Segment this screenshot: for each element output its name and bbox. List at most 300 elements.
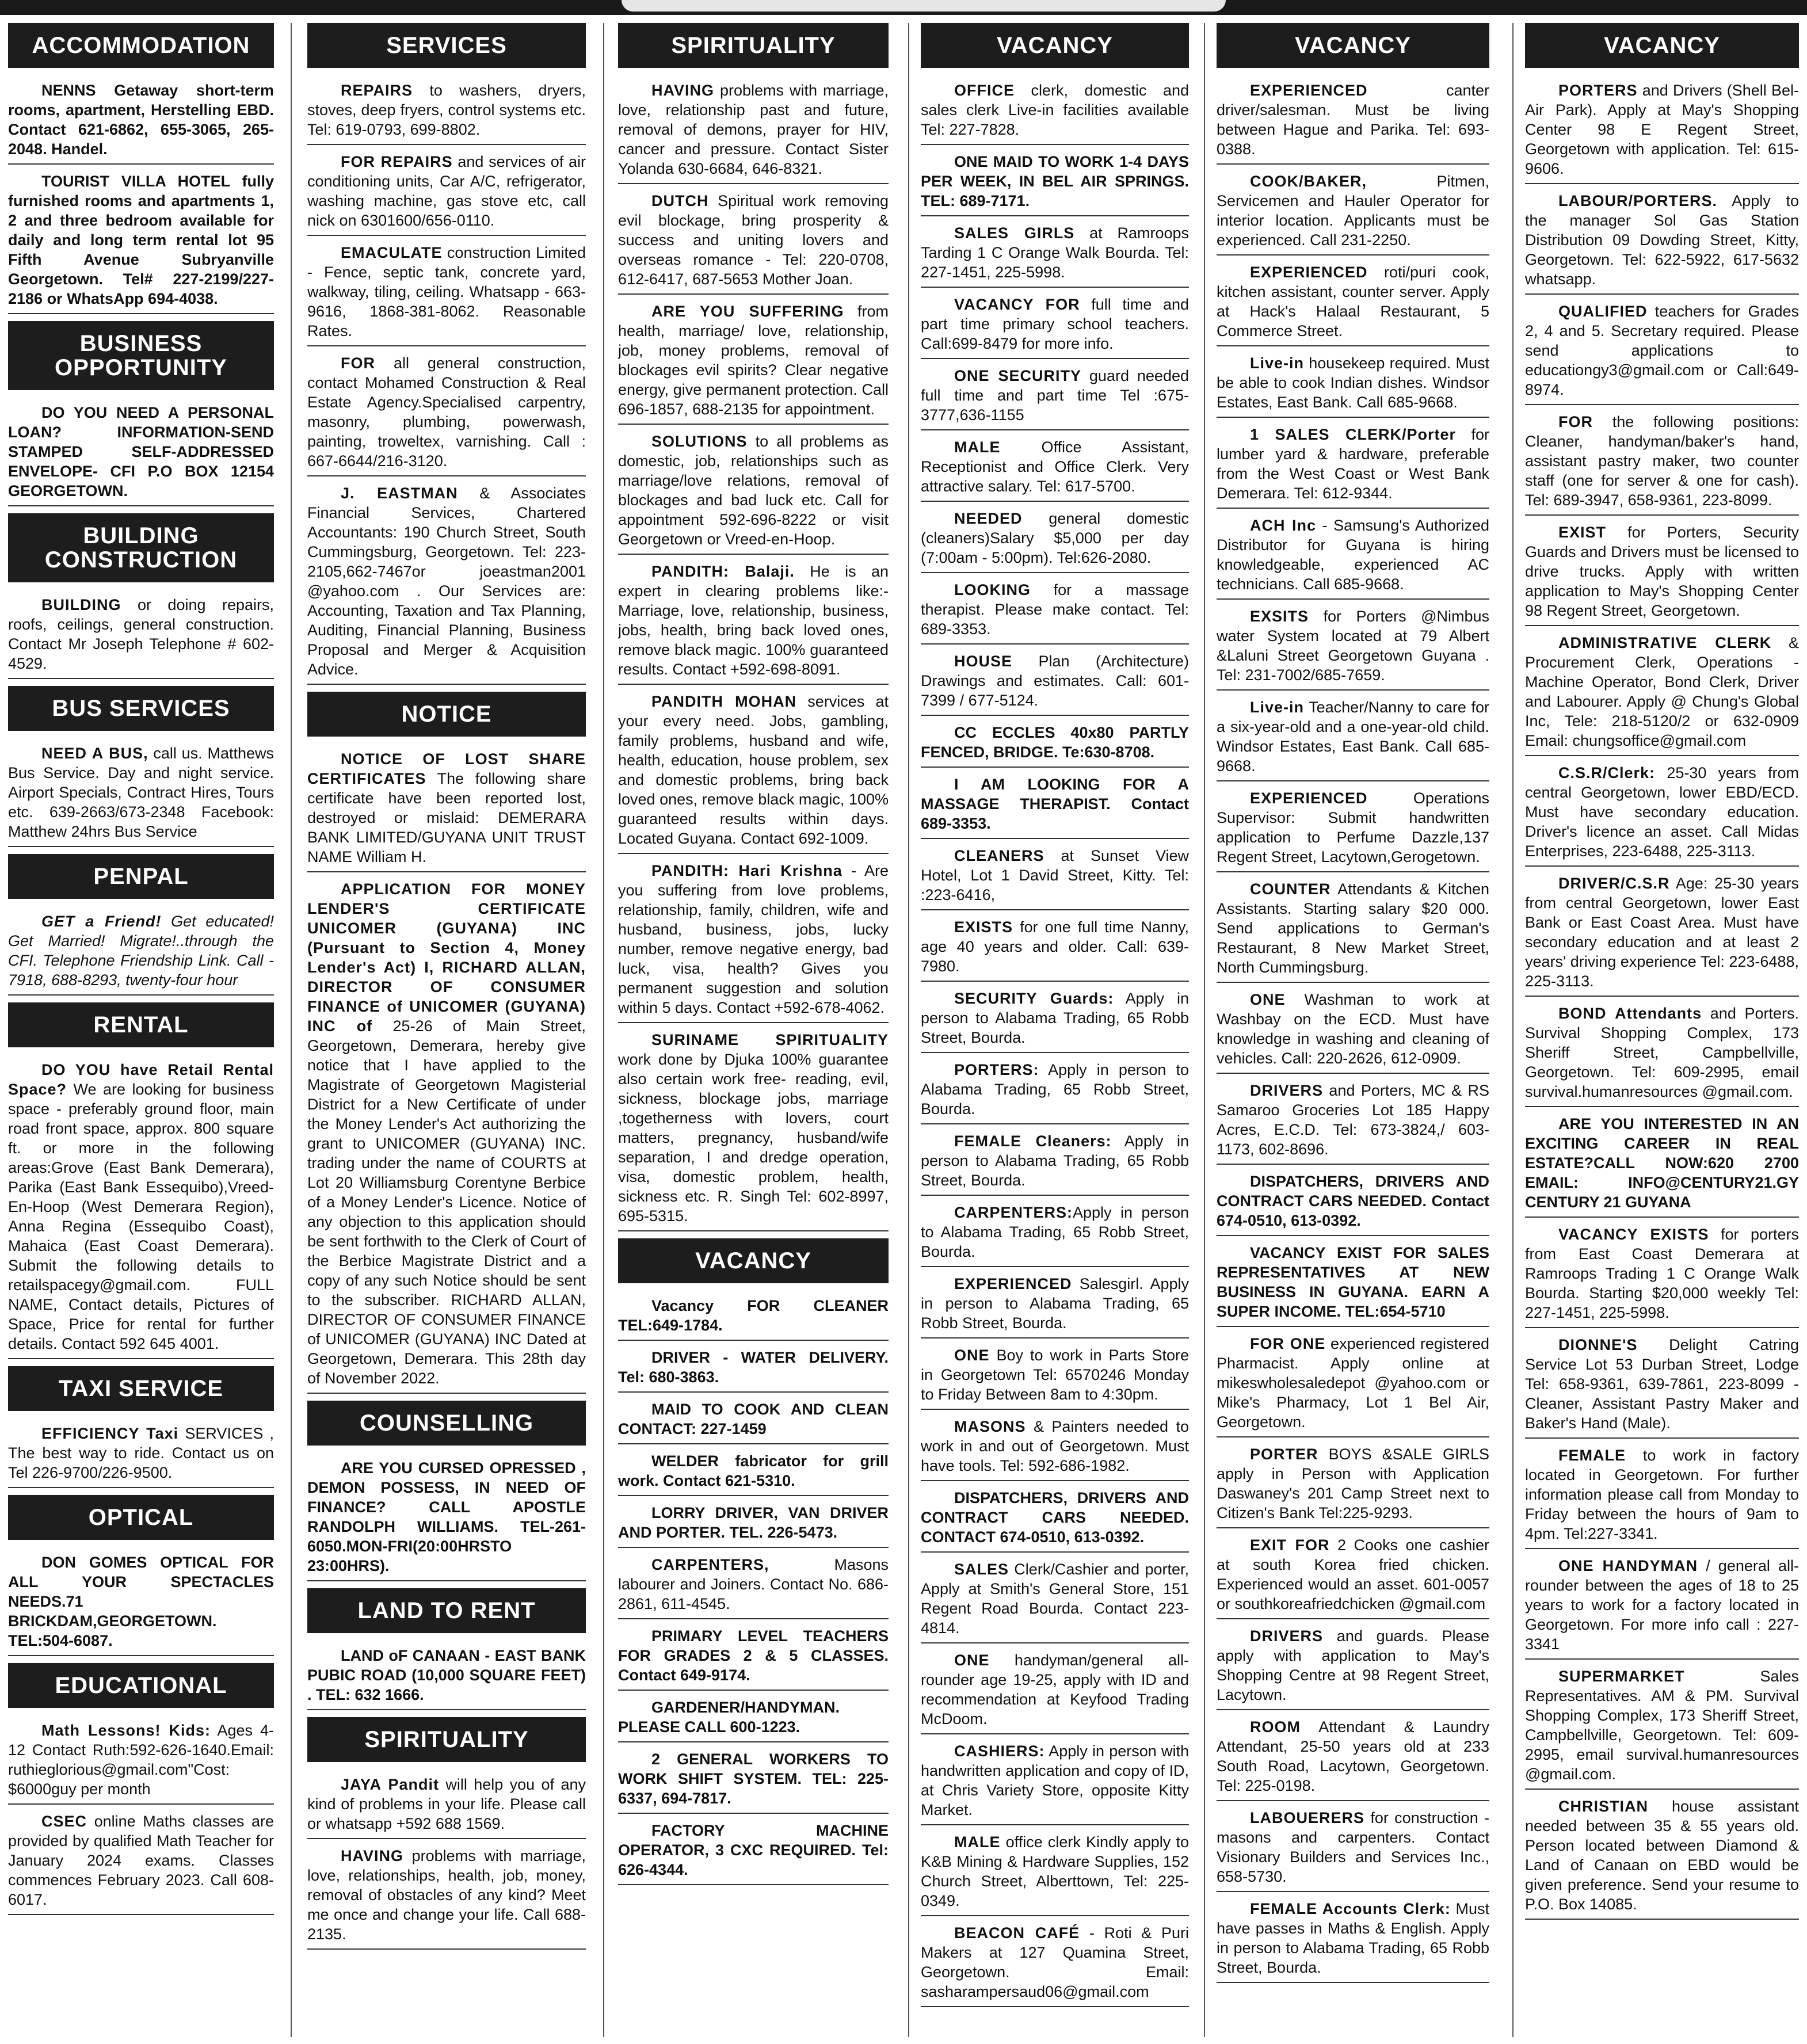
ad-body-text: and services of air conditioning units, Car A/C, refrigerator, washing machine, gas stove etc, call nick on 6301600/656-0110.	[307, 153, 586, 229]
ad-body-text: Apply in person to Alabama Trading, 65 Robb Street, Bourda.	[921, 1204, 1189, 1260]
ad-body-text: LORRY DRIVER, VAN DRIVER AND PORTER. TEL. 226-5473.	[618, 1504, 889, 1541]
classified-ad	[618, 861, 889, 1023]
section-header: SPIRITUALITY	[307, 1717, 586, 1762]
section-header: VACANCY	[921, 23, 1189, 68]
ad-lead-text: SALES	[954, 1561, 1009, 1578]
ad-body-text: canter driver/salesman. Must be living between Hague and Parika. Tel: 693-0388.	[1217, 82, 1489, 158]
classified-ad	[8, 1721, 274, 1805]
ad-body-text: all general construction, contact Mohamed Construction & Real Estate Agency.Specialised carpentry, masonry, plumbing, powerwash, painting, troweltex, varnishing. Call : 667-6644/216-3120.	[307, 354, 586, 470]
classified-ad	[921, 366, 1189, 430]
classified-ad	[921, 1488, 1189, 1553]
classified-ad	[921, 846, 1189, 910]
classified-ad	[307, 1846, 586, 1950]
ad-body-text: DISPATCHERS, DRIVERS AND CONTRACT CARS NEEDED. Contact 674-0510, 613-0392.	[1217, 1173, 1489, 1229]
ad-lead-text: GET a Friend!	[41, 913, 162, 930]
classified-ad	[1525, 1797, 1799, 1920]
ad-body-text: Spiritual work removing evil blockage, bring prosperity & success and uniting lovers and overseas romance - Tel: 220-0708, 612-6417, 687-5653 Mother Joan.	[618, 192, 889, 288]
section-header: RENTAL	[8, 1002, 274, 1047]
ad-lead-text: LABOUR/PORTERS.	[1558, 192, 1718, 209]
classified-ad	[618, 1451, 889, 1496]
classified-ad	[921, 1650, 1189, 1734]
ad-lead-text: PANDITH: Hari Krishna	[651, 862, 842, 879]
classified-ad	[1217, 1899, 1489, 1983]
classified-ad	[618, 692, 889, 854]
classified-ad	[921, 1832, 1189, 1916]
ad-lead-text: ONE	[1250, 991, 1286, 1008]
classified-ad	[1525, 874, 1799, 997]
ad-body-text: and guards. Please apply with application to May's Shopping Centre at 98 Regent Street, Lacytown.	[1217, 1627, 1489, 1703]
classified-ad	[1217, 81, 1489, 165]
classified-ad	[921, 651, 1189, 716]
ad-body-text: The following share certificate have been reported lost, destroyed or mislaid: DEMERARA BANK LIMITED/GUYANA UNIT TRUST NAME William H.	[307, 770, 586, 865]
ad-body-text: problems with marriage, love, relationships, health, job, money, removal of obstacles of any kind? Meet me once and change your life. Call 688-2135.	[307, 1847, 586, 1943]
column-rule	[291, 23, 292, 2037]
ad-body-text: We are looking for business space - preferably ground floor, main road front space, approx. 800 square ft. or more in the following areas:Grove (East Bank Demerara), Parika (East Bank Essequibo),Vreed-En-Hoop (West Demerara Region), Anna Regina (Essequibo Coast), Mahaica (East Coast Demerara). Submit the following details to retailspacegy@gmail.com. FULL NAME, Contact details, Pictures of Space, Price for rental for further details. Contact 592 645 4001.	[8, 1081, 274, 1352]
banner-tab	[622, 0, 1226, 12]
classified-ad	[1525, 1114, 1799, 1218]
ad-body-text: Clerk/Cashier and porter, Apply at Smith's General Store, 151 Regent Road Bourda. Contact 223-4814.	[921, 1561, 1189, 1637]
ad-body-text: VACANCY EXIST FOR SALES REPRESENTATIVES AT NEW BUSINESS IN GUYANA. EARN A SUPER INCOME. TEL:654-5710	[1217, 1244, 1489, 1320]
section-header: COUNSELLING	[307, 1401, 586, 1446]
ad-body-text: for Porters @Nimbus water System located at 79 Albert &Laluni Street Georgetown Guyana . Tel: 231-7002/685-7659.	[1217, 608, 1489, 684]
classified-ad	[1525, 1225, 1799, 1328]
ad-body-text: from health, marriage/ love, relationship, job, money problems, removal of blockages evil spirits? Clear negative energy, give permanent protection. Call 696-1857, 688-2135 for appointment.	[618, 303, 889, 418]
ad-lead-text: LABOUERERS	[1250, 1809, 1365, 1826]
classified-ad	[307, 1646, 586, 1710]
ad-body-text: full time and part time primary school teachers. Call:699-8479 for more info.	[921, 296, 1189, 352]
ad-lead-text: EFFICIENCY Taxi	[41, 1425, 179, 1442]
ad-lead-text: 1 SALES CLERK/Porter	[1250, 426, 1457, 443]
ad-lead-text: FEMALE	[1558, 1447, 1626, 1464]
ad-lead-text: ADMINISTRATIVE CLERK	[1558, 634, 1772, 651]
ad-body-text: - Roti & Puri Makers at 127 Quamina Street, Georgetown. Email: sasharampersaud06@gmail.com	[921, 1924, 1189, 2000]
classified-ad	[618, 1698, 889, 1742]
ad-lead-text: FEMALE Accounts Clerk:	[1250, 1900, 1451, 1917]
section-header: ACCOMMODATION	[8, 23, 274, 68]
classified-ad	[921, 81, 1189, 145]
ad-body-text: 25-26 of Main Street, Georgetown, Demerara, hereby give notice that I have applied to the Magistrate of Georgetown Magisterial District for a New Certificate of under the Money Lender's Act authorizing the grant to UNICOMER (GUYANA) INC. trading under the name of COURTS at Lot 20 Williamsburg Corentyne Berbice of a Money Lender's Licence. Notice of any objection to this application should be sent forthwith to the Clerk of Court of the Berbice Magistrate District and a copy of any such Notice should be sent to the subscriber. RICHARD ALLAN, DIRECTOR OF CONSUMER FINANCE of UNICOMER (GUYANA) INC Dated at Georgetown, Demerara. This 28th day of November 2022.	[307, 1017, 586, 1387]
ad-body-text: Apply to the manager Sol Gas Station Distribution 09 Dowding Street, Kitty, Georgetown. Tel: 622-5922, 617-5632 whatsapp.	[1525, 192, 1799, 288]
ad-body-text: and Drivers (Shell Bel-Air Park). Apply at May's Shopping Center 98 E Regent Street, Georgetown with application. Tel: 615-9606.	[1525, 82, 1799, 177]
classified-ad	[618, 1503, 889, 1548]
ad-lead-text: MASONS	[954, 1418, 1026, 1435]
ad-body-text: GARDENER/HANDYMAN. PLEASE CALL 600-1223.	[618, 1699, 840, 1736]
ad-lead-text: SUPERMARKET	[1558, 1668, 1685, 1685]
ad-body-text: & Associates Financial Services, Chartered Accountants: 190 Church Street, South Cummingsburg, Georgetown. Tel: 223-2105,662-7467or joeastman2001 @yahoo.com . Our Services are: Accounting, Taxation and Tax Planning, Auditing, Financial Planning, Business Proposal and Merger & Acquisition Advice.	[307, 485, 586, 678]
ad-body-text: MAID TO COOK AND CLEAN CONTACT: 227-1459	[618, 1401, 889, 1437]
classified-ad	[1217, 879, 1489, 983]
classified-ad	[921, 1923, 1189, 2007]
ad-body-text: Ages 4-12 Contact Ruth:592-626-1640.Email: ruthieglorious@gmail.com"Cost: $6000guy per month	[8, 1722, 274, 1798]
classified-ad	[1217, 1535, 1489, 1619]
ad-lead-text: CASHIERS:	[954, 1742, 1045, 1760]
section-header: PENPAL	[8, 854, 274, 899]
classified-ad	[921, 1559, 1189, 1643]
classified-ad	[921, 1060, 1189, 1124]
ad-body-text: at Sunset View Hotel, Lot 1 David Street, Kitty. Tel: :223-6416,	[921, 847, 1189, 903]
ad-lead-text: ARE YOU SUFFERING	[651, 303, 844, 320]
section-header: LAND TO RENT	[307, 1588, 586, 1633]
classified-ad	[921, 917, 1189, 982]
ad-body-text: office clerk Kindly apply to K&B Mining & Hardware Supplies, 152 Church Street, Alberttown, Tel: 225-0349.	[921, 1833, 1189, 1909]
classified-ad	[1217, 171, 1489, 255]
ad-lead-text: CARPENTERS:	[954, 1204, 1073, 1221]
ad-body-text: - Samsung's Authorized Distributor for Guyana is hiring knowledgeable, experienced AC technicians. Call 685-9668.	[1217, 517, 1489, 593]
ad-body-text: DON GOMES OPTICAL FOR ALL YOUR SPECTACLES NEEDS.71 BRICKDAM,GEORGETOWN. TEL:504-6087.	[8, 1554, 274, 1649]
ad-body-text: 2 Cooks one cashier at south Korea fried chicken. Experienced would an asset. 601-0057 or southkoreafriedchicken @gmail.com	[1217, 1536, 1489, 1612]
classified-ad	[1525, 1446, 1799, 1549]
ad-lead-text: BUILDING	[41, 596, 121, 613]
ad-body-text: and Porters. Survival Shopping Complex, 173 Sheriff Street, Campbellville, Georgetown. Tel: 609-2995, email survival.humanresources @gmail.com.	[1525, 1005, 1799, 1100]
classified-ad	[8, 912, 274, 996]
classified-ad	[1525, 412, 1799, 516]
classified-ad	[1217, 607, 1489, 691]
ad-body-text: to all problems as domestic, job, relationships such as marriage/love relations, removal of blockages and bad luck etc. Call for appointment 592-696-8222 or visit Georgetown or Vreed-en-Hoop.	[618, 433, 889, 548]
ad-body-text: the following positions: Cleaner, handyman/baker's hand, assistant pastry maker, two counter staff (one for server & one for cash). Tel: 689-3947, 658-9361, 223-8099.	[1525, 413, 1799, 509]
ad-body-text: DISPATCHERS, DRIVERS AND CONTRACT CARS NEEDED. CONTACT 674-0510, 613-0392.	[921, 1489, 1189, 1546]
classified-ad	[1525, 1667, 1799, 1790]
classified-ad	[618, 1821, 889, 1885]
ad-lead-text: DRIVERS	[1250, 1627, 1324, 1645]
classified-ad	[307, 243, 586, 346]
ad-lead-text: EXPERIENCED	[1250, 264, 1368, 281]
ad-lead-text: FOR	[341, 354, 375, 372]
column-5	[1217, 23, 1489, 2037]
ad-lead-text: ONE HANDYMAN	[1558, 1557, 1698, 1574]
ad-body-text: ARE YOU INTERESTED IN AN EXCITING CAREER IN REAL ESTATE?CALL NOW:620 2700 EMAIL: INFO@CENTURY21.GY CENTURY 21 GUYANA	[1525, 1115, 1799, 1211]
classified-ad	[1525, 81, 1799, 184]
ad-body-text: Apply in person to Alabama Trading, 65 Robb Street, Bourda.	[921, 990, 1189, 1046]
column-rule	[1512, 23, 1514, 2037]
ad-body-text: for lumber yard & hardware, preferable from the West Coast or West Bank Demerara. Tel: 612-9344.	[1217, 426, 1489, 502]
classified-ad	[8, 743, 274, 847]
ad-lead-text: EXIT FOR	[1250, 1536, 1330, 1554]
ad-lead-text: C.S.R/Clerk:	[1558, 764, 1656, 781]
classified-ad	[1217, 353, 1489, 418]
classified-ad	[1217, 1717, 1489, 1801]
classified-ad	[618, 302, 889, 425]
ad-lead-text: FOR REPAIRS	[341, 153, 453, 170]
classified-ad	[8, 1812, 274, 1915]
classified-ad	[1525, 763, 1799, 867]
ad-body-text: for porters from East Coast Demerara at Ramroops Trading 1 C Orange Walk Bourda. Starting $20,000 weekly Tel: 227-1451, 225-5998.	[1525, 1226, 1799, 1321]
ad-lead-text: CHRISTIAN	[1558, 1798, 1648, 1815]
ad-body-text: problems with marriage, love, relationship past and future, removal of demons, prayer for HIV, cancer and pressure. Contact Sister Yolanda 630-6684, 646-8321.	[618, 82, 889, 177]
classified-ad	[1217, 516, 1489, 600]
ad-body-text: SERVICES , The best way to ride. Contact us on Tel 226-9700/226-9500.	[8, 1425, 274, 1481]
classified-ad	[1217, 1444, 1489, 1528]
ad-body-text: / general all-rounder between the ages of 18 to 25 years to work for a factory located in Georgetown. For more info call : 227- 3341	[1525, 1557, 1799, 1653]
ad-lead-text: HAVING	[651, 82, 715, 99]
ad-lead-text: CARPENTERS,	[651, 1556, 769, 1573]
ad-body-text: Masons labourer and Joiners. Contact No. 686-2861, 611-4545.	[618, 1556, 889, 1612]
ad-body-text: BOYS &SALE GIRLS apply in Person with Application Daswaney's 201 Camp Street next to Citizen's Bank Tel:225-9293.	[1217, 1446, 1489, 1521]
classified-ad	[1525, 302, 1799, 405]
classified-ad	[1217, 1808, 1489, 1892]
ad-lead-text: EXPERIENCED	[1250, 82, 1368, 99]
ad-body-text: CC ECCLES 40x80 PARTLY FENCED, BRIDGE. Te:630-8708.	[921, 724, 1189, 761]
classified-ad	[1525, 523, 1799, 626]
ad-body-text: Age: 25-30 years from central Georgetown, lower East Bank or East Coast Area. Must have secondary education and at least 2 years' driving experience Tel: 223-6488, 225-3113.	[1525, 875, 1799, 990]
column-rule	[603, 23, 604, 2037]
classified-ad	[921, 1274, 1189, 1338]
ad-body-text: He is an expert in clearing problems like:- Marriage, love, relationship, business, jobs, health, bring back loved ones, remove black magic. 100% guaranteed results. Contact +592-698-8091.	[618, 563, 889, 678]
ad-body-text: call us. Matthews Bus Service. Day and night service. Airport Specials, Contract Hires, Tours etc. 639-2663/673-2348 Facebook: Matthew 24hrs Bus Service	[8, 745, 274, 840]
ad-body-text: - Are you suffering from love problems, relationship, family, children, wife and husband, business, jobs, lucky number, remove negative energy, bad luck, visa, health? Gives you permanent suggestion and solution within 5 days. Contact +592-678-4062.	[618, 862, 889, 1016]
ad-lead-text: EXIST	[1558, 524, 1607, 541]
classified-ad	[1217, 990, 1489, 1074]
section-header: SPIRITUALITY	[618, 23, 889, 68]
ad-body-text: housekeep required. Must be able to cook Indian dishes. Windsor Estates, East Bank. Call 685-9668.	[1217, 354, 1489, 411]
ad-lead-text: PORTERS:	[954, 1061, 1039, 1078]
section-header: BUS SERVICES	[8, 686, 274, 731]
ad-body-text: Plan (Architecture) Drawings and estimates. Call: 601-7399 / 677-5124.	[921, 653, 1189, 709]
section-header: BUSINESS OPPORTUNITY	[8, 321, 274, 390]
ad-lead-text: OFFICE	[954, 82, 1015, 99]
classified-ad	[1525, 1335, 1799, 1439]
ad-body-text: Washman to work at Washbay on the ECD. Must have knowledge in washing and cleaning of vehicles. Call: 220-2626, 612-0909.	[1217, 991, 1489, 1067]
classified-ad	[8, 403, 274, 506]
column-3	[618, 23, 889, 2037]
classified-ad	[921, 509, 1189, 573]
ad-lead-text: QUALIFIED	[1558, 303, 1648, 320]
classified-ad	[307, 1775, 586, 1839]
ad-body-text: ARE YOU CURSED OPRESSED , DEMON POSSESS, IN NEED OF FINANCE? CALL APOSTLE RANDOLPH WILLIAMS. TEL-261-6050.MON-FRI(20:00HRSTO 23:00HRS).	[307, 1459, 586, 1574]
classified-ad	[1217, 1626, 1489, 1710]
classified-ad	[307, 1458, 586, 1581]
ad-body-text: FACTORY MACHINE OPERATOR, 3 CXC REQUIRED. Tel: 626-4344.	[618, 1822, 889, 1878]
classified-ad	[921, 437, 1189, 502]
ad-lead-text: DUTCH	[651, 192, 709, 209]
ad-lead-text: SECURITY Guards:	[954, 990, 1114, 1007]
section-header: EDUCATIONAL	[8, 1663, 274, 1708]
section-header: SERVICES	[307, 23, 586, 68]
classified-ad	[8, 595, 274, 679]
classified-ad	[618, 1399, 889, 1444]
classified-ad	[618, 1348, 889, 1393]
classified-ad	[307, 353, 586, 476]
ad-body-text: services at your every need. Jobs, gambling, family problems, husband and wife, health, education, house problem, sex and domestic problems, bring back loved ones, remove black magic, 100% guaranteed results within days. Located Guyana. Contact 692-1009.	[618, 693, 889, 847]
ad-lead-text: DIONNE'S	[1558, 1336, 1638, 1353]
ad-lead-text: PANDITH MOHAN	[651, 693, 797, 710]
ad-lead-text: J. EASTMAN	[341, 485, 458, 502]
ad-body-text: Teacher/Nanny to care for a six-year-old and a one-year-old child. Windsor Estates, East Bank. Call 685-9668.	[1217, 699, 1489, 775]
classified-ad	[618, 191, 889, 295]
ad-lead-text: FEMALE Cleaners:	[954, 1132, 1112, 1150]
ad-lead-text: FOR	[1558, 413, 1593, 430]
ad-lead-text: NEED A BUS,	[41, 745, 148, 762]
ad-body-text: and Porters, MC & RS Samaroo Groceries Lot 185 Happy Acres, E.C.D. Tel: 673-3824,/ 603-1173, 602-8696.	[1217, 1082, 1489, 1158]
ad-lead-text: ONE	[954, 1652, 990, 1669]
ad-lead-text: ACH Inc	[1250, 517, 1317, 534]
ad-lead-text: ROOM	[1250, 1718, 1301, 1736]
ad-lead-text: REPAIRS	[341, 82, 413, 99]
classified-ad	[618, 1030, 889, 1231]
ad-lead-text: DRIVERS	[1250, 1082, 1324, 1099]
ad-body-text: construction Limited - Fence, septic tank, concrete yard, walkway, tiling, ceiling. Whatsapp - 663-9616, 1868-381-8062. Reasonable Rates.	[307, 244, 586, 340]
ad-body-text: WELDER fabricator for grill work. Contact 621-5310.	[618, 1452, 889, 1489]
ad-lead-text: EXPERIENCED	[954, 1275, 1072, 1292]
column-rule	[908, 23, 909, 2037]
classified-ad	[1525, 191, 1799, 295]
ad-body-text: Attendant & Laundry Attendant, 25-50 years old at 233 South Road, Lacytown, Georgetown. Tel: 225-0198.	[1217, 1718, 1489, 1794]
classified-ad	[307, 152, 586, 236]
section-header: VACANCY	[618, 1238, 889, 1283]
classified-ad	[8, 1424, 274, 1488]
classified-ad	[921, 775, 1189, 839]
section-header: VACANCY	[1217, 23, 1489, 68]
ad-body-text: DO YOU NEED A PERSONAL LOAN? INFORMATION-SEND STAMPED SELF-ADDRESSED ENVELOPE- CFI P.O BOX 12154 GEORGETOWN.	[8, 404, 274, 499]
ad-lead-text: APPLICATION FOR MONEY LENDER'S CERTIFICATE UNICOMER (GUYANA) INC (Pursuant to Section 4, Money Lender's Act) I, RICHARD ALLAN, DIRECTOR OF CONSUMER FINANCE of UNICOMER (GUYANA) INC of	[307, 880, 586, 1035]
ad-body-text: Vacancy FOR CLEANER TEL:649-1784.	[618, 1297, 889, 1334]
ad-lead-text: MALE	[954, 438, 1001, 456]
classified-ad	[921, 223, 1189, 288]
ad-body-text: LAND oF CANAAN - EAST BANK PUBIC ROAD (10,000 SQUARE FEET) . TEL: 632 1666.	[307, 1647, 586, 1703]
classified-ad	[1217, 1081, 1489, 1165]
classified-ad	[1217, 697, 1489, 781]
ad-lead-text: HOUSE	[954, 653, 1013, 670]
ad-body-text: Apply in person to Alabama Trading, 65 Robb Street, Bourda.	[921, 1132, 1189, 1189]
ad-body-text: handyman/general all-rounder age 19-25, apply with ID and recommendation at Keyfood Trading McDoom.	[921, 1652, 1189, 1728]
ad-body-text: to work in factory located in Georgetown. For further information please call from Monday to Friday between the hours of 9am to 4pm. Tel:227-3341.	[1525, 1447, 1799, 1542]
column-1	[8, 23, 274, 2037]
classified-ad	[921, 1345, 1189, 1410]
ad-lead-text: PORTERS	[1558, 82, 1638, 99]
classified-ad	[1217, 1172, 1489, 1236]
ad-lead-text: EXSITS	[1250, 608, 1309, 625]
ad-body-text: for one full time Nanny, age 40 years and older. Call: 639-7980.	[921, 918, 1189, 975]
column-6	[1525, 23, 1799, 2037]
ad-lead-text: Live-in	[1250, 699, 1305, 716]
ad-body-text: guard needed full time and part time Tel :675-3777,636-1155	[921, 367, 1189, 424]
ad-lead-text: LOOKING	[954, 581, 1031, 598]
ad-body-text: NENNS Getaway short-term rooms, apartment, Herstelling EBD. Contact 621-6862, 655-3065, 265-2048. Handel.	[8, 82, 274, 158]
ad-lead-text: FOR ONE	[1250, 1335, 1326, 1352]
ad-lead-text: VACANCY FOR	[954, 296, 1080, 313]
ad-body-text: Apply in person to Alabama Trading, 65 Robb Street, Bourda.	[921, 1061, 1189, 1118]
classified-ad	[8, 1553, 274, 1656]
classified-ad	[618, 81, 889, 184]
ad-body-text: Apply in person with handwritten application and copy of ID, at Chris Variety Store, opposite Kitty Market.	[921, 1742, 1189, 1818]
ad-lead-text: NOTICE OF LOST SHARE CERTIFICATES	[307, 750, 586, 787]
ad-body-text: for a massage therapist. Please make contact. Tel: 689-3353.	[921, 581, 1189, 638]
ad-lead-text: HAVING	[341, 1847, 404, 1864]
ad-body-text: & Painters needed to work in and out of Georgetown. Must have tools. Tel: 592-686-1982.	[921, 1418, 1189, 1474]
top-banner-strip	[0, 0, 1807, 15]
classified-ad	[1525, 1556, 1799, 1660]
ad-lead-text: Live-in	[1250, 354, 1305, 372]
ad-lead-text: CSEC	[41, 1813, 87, 1830]
ad-body-text: 25-30 years from central Georgetown, lower EBD/ECD. Must have secondary education. Driver's licence an asset. Call Midas Enterprises, 223-6488, 225-3113.	[1525, 764, 1799, 860]
ad-body-text: at Ramroops Tarding 1 C Orange Walk Bourda. Tel: 227-1451, 225-5998.	[921, 224, 1189, 281]
ad-lead-text: BEACON CAFÉ	[954, 1924, 1080, 1942]
ad-body-text: to washers, dryers, stoves, deep fryers, control systems etc. Tel: 619-0793, 699-8802.	[307, 82, 586, 138]
classified-ad	[921, 1417, 1189, 1481]
ad-body-text: will help you of any kind of problems in your life. Please call or whatsapp +592 688 1569.	[307, 1776, 586, 1832]
ad-body-text: Operations Supervisor: Submit handwritten application to Perfume Dazzle,137 Regent Street, Lacytown,Gerogetown.	[1217, 790, 1489, 865]
classified-ad	[1217, 1243, 1489, 1327]
section-header: OPTICAL	[8, 1495, 274, 1540]
classified-ad	[921, 1741, 1189, 1825]
classified-ad	[921, 1203, 1189, 1267]
ad-body-text: Delight Catring Service Lot 53 Durban Street, Lodge Tel: 658-9361, 639-7861, 223-8099 - Cleaner, Assistant Pastry Maker and Baker's Hand (Male).	[1525, 1336, 1799, 1432]
classified-ad	[307, 749, 586, 872]
classified-ad	[618, 432, 889, 555]
classified-ad	[1217, 1334, 1489, 1437]
ad-lead-text: NEEDED	[954, 510, 1023, 527]
ad-body-text: general domestic (cleaners)Salary $5,000 per day (7:00am - 5:00pm). Tel:626-2080.	[921, 510, 1189, 566]
ad-lead-text: PORTER	[1250, 1446, 1318, 1463]
classified-ad	[921, 723, 1189, 768]
classified-ad	[1217, 425, 1489, 509]
classified-ad	[1217, 262, 1489, 346]
classified-ad	[618, 1296, 889, 1341]
classified-ad	[307, 483, 586, 685]
classified-ad	[921, 989, 1189, 1053]
ad-lead-text: ONE	[954, 1347, 990, 1364]
classified-ad	[8, 171, 274, 314]
classified-ad	[1525, 633, 1799, 756]
classified-ad	[618, 1555, 889, 1619]
ad-body-text: ONE MAID TO WORK 1-4 DAYS PER WEEK, IN BEL AIR SPRINGS. TEL: 689-7171.	[921, 153, 1189, 209]
ad-lead-text: SURINAME SPIRITUALITY	[651, 1031, 889, 1048]
ad-lead-text: SALES GIRLS	[954, 224, 1075, 242]
ad-body-text: online Maths classes are provided by qualified Math Teacher for January 2024 exams. Classes commences February 2023. Call 608-6017.	[8, 1813, 274, 1908]
ad-body-text: roti/puri cook, kitchen assistant, counter server. Apply at Hack's Halaal Restaurant, 5 Commerce Street.	[1217, 264, 1489, 340]
ad-body-text: house assistant needed between 35 & 55 years old. Person located between Diamond & Land of Canaan on EBD would be given preference. Send your resume to P.O. Box 14085.	[1525, 1798, 1799, 1913]
ad-lead-text: BOND Attendants	[1558, 1005, 1702, 1022]
column-rule	[1204, 23, 1205, 2037]
section-header: BUILDING CONSTRUCTION	[8, 513, 274, 582]
ad-body-text: Office Assistant, Receptionist and Office Clerk. Very attractive salary. Tel: 617-5700.	[921, 438, 1189, 495]
ad-body-text: I AM LOOKING FOR A MASSAGE THERAPIST. Contact 689-3353.	[921, 776, 1189, 832]
classified-ad	[8, 1060, 274, 1359]
ad-lead-text: DO YOU have Retail Rental Space?	[8, 1061, 274, 1098]
classified-ad	[1217, 788, 1489, 872]
ad-lead-text: DRIVER/C.S.R	[1558, 875, 1670, 892]
classified-ad	[618, 1749, 889, 1814]
ad-body-text: TOURIST VILLA HOTEL fully furnished rooms and apartments 1, 2 and three bedroom available for daily and long term rental lot 95 Fifth Avenue Subryanville Georgetown. Tel# 227-2199/227-2186 or WhatsApp 694-4038.	[8, 173, 274, 307]
ad-lead-text: EMACULATE	[341, 244, 443, 261]
ad-body-text: & Procurement Clerk, Operations - Machine Operator, Bond Clerk, Driver and Labourer. Apply @ Chung's Global Inc, Tele: 218-5120/2 or 632-0909 Email: chungsoffice@gmail.com	[1525, 634, 1799, 749]
ad-body-text: Salesgirl. Apply in person to Alabama Trading, 65 Robb Street, Bourda.	[921, 1275, 1189, 1332]
ad-lead-text: EXISTS	[954, 918, 1013, 936]
classified-ad	[921, 580, 1189, 645]
ad-body-text: work done by Djuka 100% guarantee also certain work free- reading, evil, sickness, blockage jobs, marriage ,togetherness with lovers, court matters, pregnancy, husband/wife separation, I and dredge operation, visa, domestic problem, health, sickness etc. R. Singh Tel: 602-8997, 695-5315.	[618, 1051, 889, 1225]
ad-lead-text: CLEANERS	[954, 847, 1044, 864]
ad-lead-text: JAYA Pandit	[341, 1776, 439, 1793]
ad-lead-text: SOLUTIONS	[651, 433, 748, 450]
ad-lead-text: COUNTER	[1250, 880, 1331, 898]
ad-body-text: Must have passes in Maths & English. Apply in person to Alabama Trading, 65 Robb Street, Bourda.	[1217, 1900, 1489, 1976]
ad-body-text: DRIVER - WATER DELIVERY. Tel: 680-3863.	[618, 1349, 889, 1386]
ad-body-text: 2 GENERAL WORKERS TO WORK SHIFT SYSTEM. TEL: 225-6337, 694-7817.	[618, 1751, 889, 1807]
ad-lead-text: COOK/BAKER,	[1250, 173, 1367, 190]
column-2	[307, 23, 586, 2037]
classified-ad	[618, 1626, 889, 1691]
ad-body-text: PRIMARY LEVEL TEACHERS FOR GRADES 2 & 5 CLASSES. Contact 649-9174.	[618, 1627, 889, 1684]
section-header: NOTICE	[307, 692, 586, 737]
classified-ad	[8, 81, 274, 165]
ad-lead-text: ONE SECURITY	[954, 367, 1081, 384]
ad-body-text: teachers for Grades 2, 4 and 5. Secretary required. Please send applications to educationgy3@gmail.com or Call:649-8974.	[1525, 303, 1799, 398]
ad-body-text: for Porters, Security Guards and Drivers must be licensed to drive trucks. Apply with written application to May's Shopping Center 98 Regent Street, Georgetown.	[1525, 524, 1799, 619]
ad-body-text: Attendants & Kitchen Assistants. Starting salary $20 000. Send applications to German's Restaurant, 8 New Market Street, North Cummingsburg.	[1217, 880, 1489, 976]
ad-body-text: Boy to work in Parts Store in Georgetown Tel: 6570246 Monday to Friday Between 8am to 4:30pm.	[921, 1347, 1189, 1403]
classified-ad	[921, 295, 1189, 359]
classified-ad	[921, 152, 1189, 216]
ad-body-text: Sales Representatives. AM & PM. Survival Shopping Complex, 173 Sheriff Street, Campbellville, Georgetown. Tel: 609-2995, email survival.humanresources @gmail.com.	[1525, 1668, 1799, 1783]
